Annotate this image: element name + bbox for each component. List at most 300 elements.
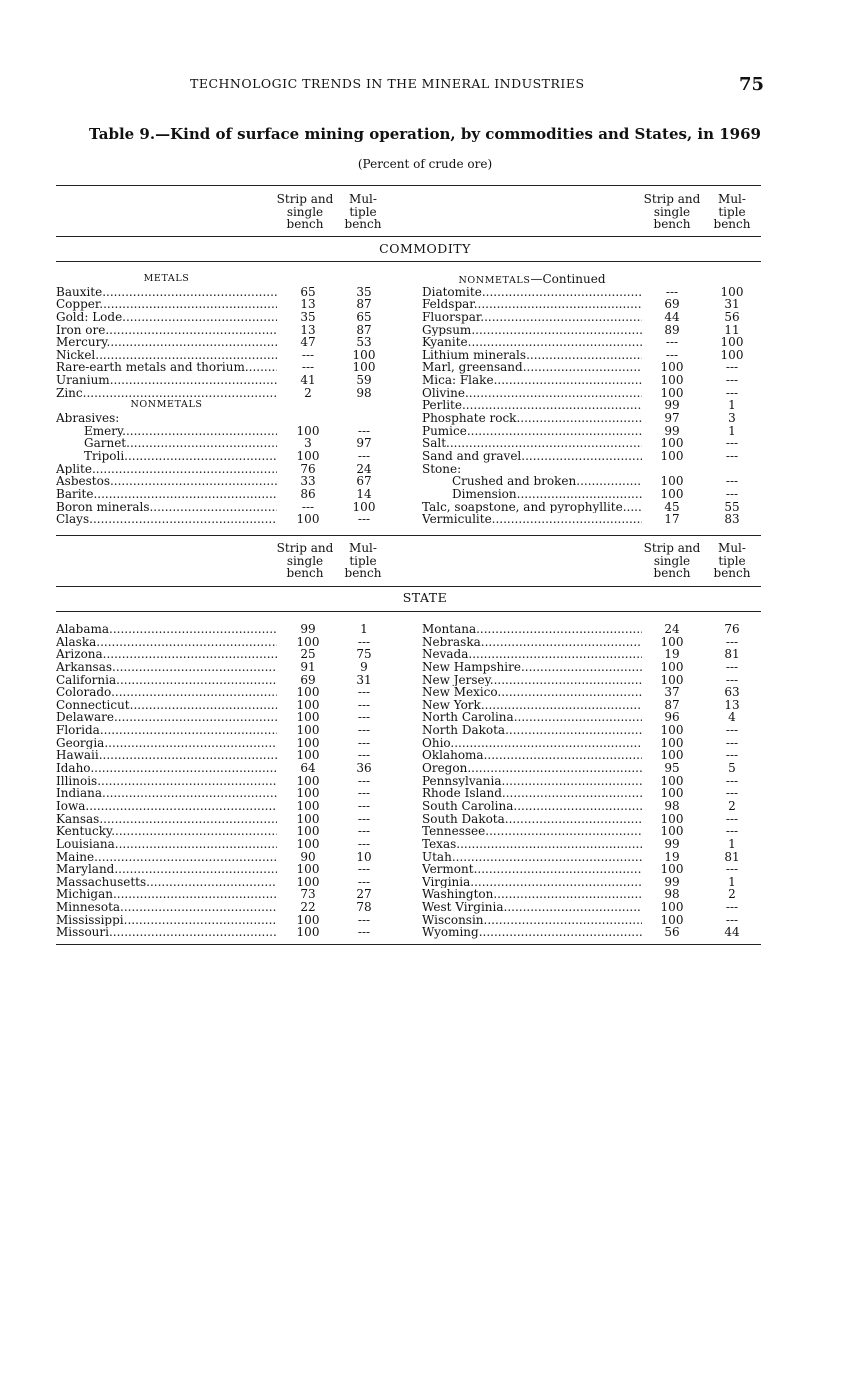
strip-value: 96 <box>664 710 680 725</box>
strip-value: 2 <box>304 385 312 400</box>
multi-value: 1 <box>728 398 736 413</box>
multi-value: --- <box>357 874 371 889</box>
multi-value: --- <box>725 773 739 788</box>
strip-value: 100 <box>296 925 320 940</box>
row-label: South Carolina ..... <box>422 800 642 813</box>
table-row <box>422 838 762 851</box>
table-row <box>422 737 762 750</box>
strip-value: 100 <box>660 900 684 915</box>
multi-value: 10 <box>356 849 372 864</box>
multi-value: 75 <box>356 647 372 662</box>
row-label: Virginia ..... <box>422 876 642 889</box>
strip-value: 13 <box>300 322 316 337</box>
table-row <box>422 699 762 712</box>
running-head: TECHNOLOGIC TRENDS IN THE MINERAL INDUSTRIES <box>190 76 585 91</box>
multi-value: 87 <box>356 322 372 337</box>
strip-value: 97 <box>664 411 680 426</box>
strip-value: 100 <box>296 448 320 463</box>
multi-value: --- <box>357 836 371 851</box>
row-label: Lithium minerals ..... <box>422 349 642 362</box>
strip-value: --- <box>301 360 315 375</box>
strip-value: 100 <box>660 811 684 826</box>
row-label: Alabama ..... <box>56 623 277 636</box>
row-label: Salt ..... <box>422 437 642 450</box>
multi-value: 81 <box>724 647 740 662</box>
table-bottom-rule <box>56 944 761 945</box>
multi-value: 56 <box>724 309 740 324</box>
strip-value: 100 <box>660 912 684 927</box>
page-number: 75 <box>739 74 765 95</box>
row-label: Boron minerals ..... <box>56 501 277 514</box>
strip-value: 87 <box>664 697 680 712</box>
strip-value: 100 <box>296 912 320 927</box>
multi-value: --- <box>357 423 371 438</box>
strip-value: 100 <box>296 723 320 738</box>
multi-value: --- <box>357 697 371 712</box>
strip-value: 44 <box>664 309 680 324</box>
row-label: Tripoli ..... <box>84 450 277 463</box>
table-row <box>422 863 762 876</box>
commodity-right-column <box>422 273 762 526</box>
strip-value: 100 <box>296 824 320 839</box>
strip-value: 100 <box>296 697 320 712</box>
row-label: Vermont ..... <box>422 863 642 876</box>
multi-value: 14 <box>356 486 372 501</box>
table-row <box>422 901 762 914</box>
strip-value: --- <box>665 284 679 299</box>
row-label: Gypsum ..... <box>422 324 642 337</box>
strip-value: 45 <box>664 499 680 514</box>
multi-value: 100 <box>720 284 744 299</box>
row-label: Massachusetts ..... <box>56 876 277 889</box>
multi-value: 81 <box>724 849 740 864</box>
table-row <box>56 450 381 463</box>
table-row <box>56 374 381 387</box>
row-label: Texas ..... <box>422 838 642 851</box>
row-label: Nickel ..... <box>56 349 277 362</box>
row-label: Wisconsin ..... <box>422 914 642 927</box>
row-label: Kansas ..... <box>56 813 277 826</box>
strip-value: 98 <box>664 798 680 813</box>
multi-value: --- <box>357 723 371 738</box>
row-label: Aplite ..... <box>56 463 277 476</box>
row-label: Crushed and broken ..... <box>452 475 642 488</box>
row-label: Louisiana ..... <box>56 838 277 851</box>
strip-value: 100 <box>660 723 684 738</box>
row-label: North Carolina ..... <box>422 711 642 724</box>
row-label: Asbestos ..... <box>56 475 277 488</box>
row-label: Delaware ..... <box>56 711 277 724</box>
table-row <box>422 825 762 838</box>
multi-value: --- <box>725 723 739 738</box>
section-rule <box>56 611 761 612</box>
column-header-multi: Mul- tiple bench <box>344 541 382 580</box>
strip-value: 73 <box>300 887 316 902</box>
multi-value: --- <box>357 748 371 763</box>
multi-value: --- <box>357 925 371 940</box>
strip-value: 100 <box>660 735 684 750</box>
table-row <box>422 800 762 813</box>
table-row <box>422 749 762 762</box>
table-row <box>56 286 381 299</box>
table-row <box>422 450 762 463</box>
row-label: Pumice ..... <box>422 425 642 438</box>
table-row <box>422 501 762 514</box>
multi-value: 100 <box>720 335 744 350</box>
row-label: Idaho ..... <box>56 762 277 775</box>
strip-value: 100 <box>660 360 684 375</box>
row-label: Kyanite ..... <box>422 336 642 349</box>
table-row <box>422 623 762 636</box>
multi-value: --- <box>357 798 371 813</box>
multi-value: --- <box>357 634 371 649</box>
multi-value: --- <box>357 685 371 700</box>
strip-value: 100 <box>296 735 320 750</box>
row-label: New Hampshire ..... <box>422 661 642 674</box>
strip-value: 47 <box>300 335 316 350</box>
table-row <box>422 311 762 324</box>
table-row <box>56 437 381 450</box>
row-label: Zinc ..... <box>56 387 277 400</box>
strip-value: 100 <box>660 474 684 489</box>
multi-value: --- <box>725 824 739 839</box>
multi-value: --- <box>357 448 371 463</box>
multi-value: --- <box>725 659 739 674</box>
multi-value: 5 <box>728 761 736 776</box>
multi-value: 27 <box>356 887 372 902</box>
table-row <box>422 349 762 362</box>
row-label: Iowa ..... <box>56 800 277 813</box>
row-label: Marl, greensand ..... <box>422 361 642 374</box>
row-label: Sand and gravel ..... <box>422 450 642 463</box>
row-label: West Virginia ..... <box>422 901 642 914</box>
strip-value: 100 <box>296 836 320 851</box>
strip-value: 100 <box>660 436 684 451</box>
table-row <box>56 324 381 337</box>
row-label: New York ..... <box>422 699 642 712</box>
column-header-strip: Strip and single bench <box>276 192 334 231</box>
strip-value: 86 <box>300 486 316 501</box>
strip-value: 25 <box>300 647 316 662</box>
row-label: Gold: Lode ..... <box>56 311 277 324</box>
multi-value: 100 <box>720 347 744 362</box>
multi-value: 2 <box>728 798 736 813</box>
table-row <box>56 361 381 374</box>
table-row <box>56 813 381 826</box>
table-row <box>56 513 381 526</box>
strip-value: 3 <box>304 436 312 451</box>
multi-value: 9 <box>360 659 368 674</box>
strip-value: 99 <box>664 423 680 438</box>
strip-value: 100 <box>660 824 684 839</box>
row-label: Tennessee ..... <box>422 825 642 838</box>
strip-value: 99 <box>300 622 316 636</box>
table-row <box>422 412 762 425</box>
multi-value: --- <box>725 811 739 826</box>
table-row <box>56 838 381 851</box>
multi-value: --- <box>357 824 371 839</box>
row-label: Arizona ..... <box>56 648 277 661</box>
table-row <box>422 775 762 788</box>
table-row <box>422 636 762 649</box>
multi-value: 100 <box>352 347 376 362</box>
state-right-column <box>422 623 762 939</box>
row-label: Mica: Flake ..... <box>422 374 642 387</box>
strip-value: 100 <box>296 685 320 700</box>
strip-value: 13 <box>300 297 316 312</box>
multi-value: 1 <box>728 874 736 889</box>
row-label: Mississippi ..... <box>56 914 277 927</box>
multi-value: --- <box>725 474 739 489</box>
row-label: Missouri ..... <box>56 926 277 939</box>
row-label: Pennsylvania ..... <box>422 775 642 788</box>
row-label: Maine ..... <box>56 851 277 864</box>
strip-value: 100 <box>296 423 320 438</box>
table-row <box>422 387 762 400</box>
row-label: Hawaii ..... <box>56 749 277 762</box>
table-top-rule <box>56 185 761 186</box>
column-header-multi: Mul- tiple bench <box>344 192 382 231</box>
strip-value: 100 <box>296 862 320 877</box>
strip-value: 100 <box>296 634 320 649</box>
multi-value: --- <box>725 385 739 400</box>
strip-value: 24 <box>664 622 680 636</box>
row-label: Iron ore ..... <box>56 324 277 337</box>
multi-value: 98 <box>356 385 372 400</box>
commodity-left-column <box>56 273 381 526</box>
multi-value: 44 <box>724 925 740 940</box>
row-label: Emery ..... <box>84 425 277 438</box>
row-label: Bauxite ..... <box>56 286 277 299</box>
strip-value: 100 <box>660 373 684 388</box>
row-label: Arkansas ..... <box>56 661 277 674</box>
row-label: Wyoming ..... <box>422 926 642 939</box>
strip-value: 99 <box>664 874 680 889</box>
table-title: Table 9.—Kind of surface mining operation, by commodities and States, in 1969 <box>89 125 761 143</box>
table-row <box>56 412 381 425</box>
table-row <box>56 787 381 800</box>
table-row <box>422 286 762 299</box>
subheading-label: NONMETALS—Continued <box>458 272 606 286</box>
table-row <box>422 674 762 687</box>
row-label: Nebraska ..... <box>422 636 642 649</box>
table-row <box>422 425 762 438</box>
row-label: Stone: <box>422 462 462 476</box>
table-row <box>422 787 762 800</box>
table-row <box>56 648 381 661</box>
table-row <box>56 926 381 939</box>
table-row <box>56 425 381 438</box>
strip-value: 64 <box>300 761 316 776</box>
multi-value: 78 <box>356 900 372 915</box>
multi-value: 87 <box>356 297 372 312</box>
subheading-label: NONMETALS <box>130 399 203 411</box>
table-row <box>422 914 762 927</box>
table-row <box>422 513 762 526</box>
table-row <box>56 349 381 362</box>
table-row <box>56 724 381 737</box>
multi-value: 24 <box>356 461 372 476</box>
table-row <box>422 876 762 889</box>
page-header <box>0 76 850 96</box>
table-row <box>56 876 381 889</box>
multi-value: 55 <box>724 499 740 514</box>
table-row <box>56 749 381 762</box>
strip-value: 100 <box>660 773 684 788</box>
multi-value: 2 <box>728 887 736 902</box>
row-label: Perlite ..... <box>422 399 642 412</box>
table-row <box>422 711 762 724</box>
multi-value: 1 <box>728 423 736 438</box>
multi-value: 100 <box>352 499 376 514</box>
strip-value: 22 <box>300 900 316 915</box>
table-subheading <box>56 399 381 412</box>
table-row <box>56 686 381 699</box>
strip-value: 100 <box>660 634 684 649</box>
strip-value: 100 <box>660 748 684 763</box>
table-row <box>56 674 381 687</box>
row-label: Olivine ..... <box>422 387 642 400</box>
table-row <box>56 851 381 864</box>
table-row <box>56 762 381 775</box>
row-label: Montana ..... <box>422 623 642 636</box>
strip-value: --- <box>665 347 679 362</box>
multi-value: --- <box>725 634 739 649</box>
table-row <box>56 488 381 501</box>
table-subtitle: (Percent of crude ore) <box>357 157 493 171</box>
table-row <box>56 311 381 324</box>
row-label: South Dakota ..... <box>422 813 642 826</box>
row-label: Rhode Island ..... <box>422 787 642 800</box>
multi-value: 31 <box>724 297 740 312</box>
table-row <box>56 475 381 488</box>
column-header-multi: Mul- tiple bench <box>713 541 751 580</box>
table-row <box>422 488 762 501</box>
multi-value: 1 <box>728 836 736 851</box>
multi-value: 36 <box>356 761 372 776</box>
strip-value: --- <box>301 499 315 514</box>
strip-value: 56 <box>664 925 680 940</box>
table-row <box>422 437 762 450</box>
strip-value: 100 <box>296 811 320 826</box>
multi-value: 11 <box>724 322 740 337</box>
multi-value: --- <box>357 710 371 725</box>
table-row <box>56 623 381 636</box>
table-row <box>56 775 381 788</box>
row-label: Ohio ..... <box>422 737 642 750</box>
strip-value: 65 <box>300 284 316 299</box>
row-label: Colorado ..... <box>56 686 277 699</box>
table-row <box>56 901 381 914</box>
multi-value: 35 <box>356 284 372 299</box>
row-label: Oklahoma ..... <box>422 749 642 762</box>
multi-value: 76 <box>724 622 740 636</box>
table-row <box>422 813 762 826</box>
row-label: Vermiculite ..... <box>422 513 642 526</box>
strip-value: 100 <box>660 385 684 400</box>
row-label: Alaska ..... <box>56 636 277 649</box>
row-label: Mercury ..... <box>56 336 277 349</box>
strip-value: 100 <box>296 773 320 788</box>
multi-value: --- <box>725 786 739 801</box>
multi-value: --- <box>725 735 739 750</box>
table-row <box>422 475 762 488</box>
multi-value: --- <box>725 900 739 915</box>
row-label: Barite ..... <box>56 488 277 501</box>
multi-value: --- <box>725 748 739 763</box>
multi-value: --- <box>725 862 739 877</box>
subheading-label: METALS <box>143 273 190 284</box>
strip-value: 69 <box>300 672 316 687</box>
table-row <box>422 926 762 939</box>
multi-value: 1 <box>360 622 368 636</box>
strip-value: 100 <box>296 748 320 763</box>
row-label: Garnet ..... <box>84 437 277 450</box>
strip-value: --- <box>301 347 315 362</box>
row-label: Talc, soapstone, and pyrophyllite ..... <box>422 501 642 514</box>
table-row <box>422 686 762 699</box>
table-row <box>56 699 381 712</box>
row-label: Connecticut ..... <box>56 699 277 712</box>
row-label: Indiana ..... <box>56 787 277 800</box>
row-label: Nevada ..... <box>422 648 642 661</box>
strip-value: 100 <box>296 874 320 889</box>
table-row <box>56 298 381 311</box>
strip-value: 19 <box>664 647 680 662</box>
strip-value: 76 <box>300 461 316 476</box>
multi-value: 63 <box>724 685 740 700</box>
table-row <box>422 661 762 674</box>
table-row <box>56 914 381 927</box>
table-row <box>422 336 762 349</box>
strip-value: 69 <box>664 297 680 312</box>
row-label: Utah ..... <box>422 851 642 864</box>
table-row <box>56 336 381 349</box>
multi-value: --- <box>357 862 371 877</box>
column-header-multi: Mul- tiple bench <box>713 192 751 231</box>
strip-value: 100 <box>660 672 684 687</box>
row-label: Washington ..... <box>422 888 642 901</box>
row-label: Michigan ..... <box>56 888 277 901</box>
row-label: Oregon ..... <box>422 762 642 775</box>
table-row <box>56 387 381 400</box>
row-label: Phosphate rock ..... <box>422 412 642 425</box>
row-label: Florida ..... <box>56 724 277 737</box>
table-row <box>422 762 762 775</box>
table-row <box>56 863 381 876</box>
strip-value: 95 <box>664 761 680 776</box>
table-row <box>422 888 762 901</box>
row-label: Uranium ..... <box>56 374 277 387</box>
table-subheading <box>422 273 762 286</box>
multi-value: --- <box>725 486 739 501</box>
multi-value: --- <box>725 436 739 451</box>
multi-value: --- <box>357 811 371 826</box>
row-label: Georgia ..... <box>56 737 277 750</box>
strip-value: 35 <box>300 309 316 324</box>
multi-value: --- <box>357 786 371 801</box>
multi-value: 83 <box>724 512 740 527</box>
multi-value: 53 <box>356 335 372 350</box>
row-label: Minnesota ..... <box>56 901 277 914</box>
strip-value: 100 <box>660 862 684 877</box>
table-row <box>56 800 381 813</box>
strip-value: 37 <box>664 685 680 700</box>
strip-value: 100 <box>296 798 320 813</box>
table-row <box>56 636 381 649</box>
multi-value: 97 <box>356 436 372 451</box>
row-label: New Mexico ..... <box>422 686 642 699</box>
